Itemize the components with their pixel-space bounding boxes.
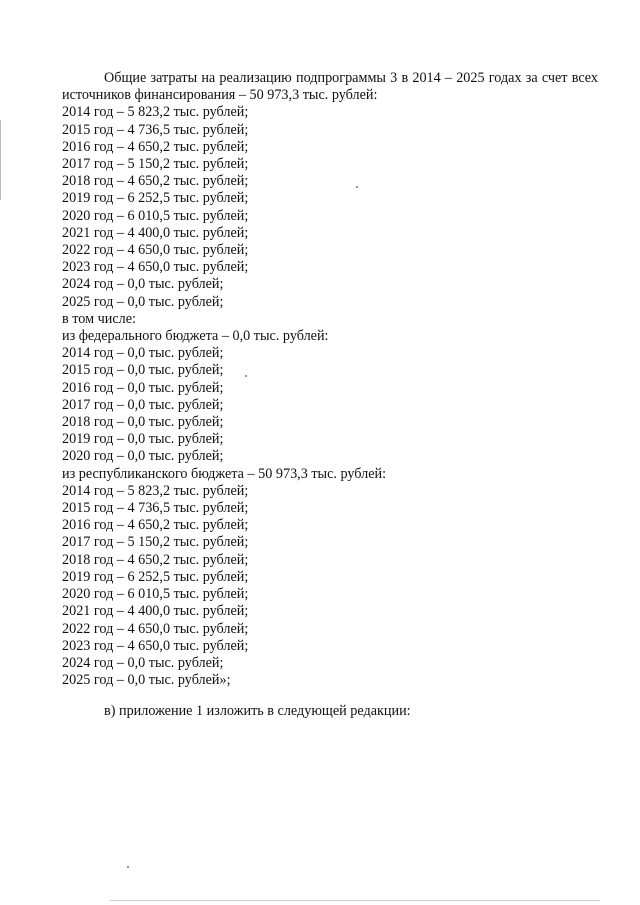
scan-edge-mark (0, 120, 1, 200)
amendment-paragraph: в) приложение 1 изложить в следующей редакции: (104, 703, 411, 720)
republican-year-line: 2020 год – 6 010,5 тыс. рублей; (62, 586, 249, 603)
republican-year-line: 2021 год – 4 400,0 тыс. рублей; (62, 603, 249, 620)
republican-budget-section (62, 466, 598, 690)
republican-year-line: 2017 год – 5 150,2 тыс. рублей; (62, 534, 249, 551)
republican-year-line: 2022 год – 4 650,0 тыс. рублей; (62, 620, 249, 637)
republican-year-line: 2019 год – 6 252,5 тыс. рублей; (62, 568, 249, 585)
federal-year-line: 2018 год – 0,0 тыс. рублей; (62, 414, 224, 431)
total-year-line: 2019 год – 6 252,5 тыс. рублей; (62, 190, 249, 207)
federal-year-line: 2019 год – 0,0 тыс. рублей; (62, 431, 224, 448)
total-year-line: 2015 год – 4 736,5 тыс. рублей; (62, 121, 249, 138)
republican-year-line: 2016 год – 4 650,2 тыс. рублей; (62, 517, 249, 534)
total-year-line: 2016 год – 4 650,2 тыс. рублей; (62, 138, 249, 155)
federal-budget-heading: из федерального бюджета – 0,0 тыс. рублей: (62, 328, 329, 345)
scan-speck (127, 866, 129, 868)
republican-year-line: 2024 год – 0,0 тыс. рублей; (62, 654, 224, 671)
republican-year-line: 2015 год – 4 736,5 тыс. рублей; (62, 500, 249, 517)
republican-year-line: 2014 год – 5 823,2 тыс. рублей; (62, 482, 249, 499)
federal-year-line: 2020 год – 0,0 тыс. рублей; (62, 448, 224, 465)
republican-year-line: 2018 год – 4 650,2 тыс. рублей; (62, 551, 249, 568)
federal-year-line: 2015 год – 0,0 тыс. рублей; (62, 362, 224, 379)
federal-year-line: 2017 год – 0,0 тыс. рублей; (62, 396, 224, 413)
total-year-line: 2022 год – 4 650,0 тыс. рублей; (62, 242, 249, 259)
total-year-line: 2017 год – 5 150,2 тыс. рублей; (62, 156, 249, 173)
total-year-line: 2014 год – 5 823,2 тыс. рублей; (62, 104, 249, 121)
republican-budget-heading: из республиканского бюджета – 50 973,3 тыс. рублей: (62, 465, 387, 482)
including-label: в том числе: (62, 310, 136, 327)
total-years-list (62, 104, 598, 310)
intro-paragraph: Общие затраты на реализацию подпрограммы 3 в 2014 – 2025 годах за счет всех источников финансирования – 50 973,3 тыс. рублей: (62, 70, 598, 104)
republican-year-line: 2023 год – 4 650,0 тыс. рублей; (62, 637, 249, 654)
document-body (62, 70, 598, 721)
total-year-line: 2025 год – 0,0 тыс. рублей; (62, 293, 224, 310)
total-year-line: 2024 год – 0,0 тыс. рублей; (62, 276, 224, 293)
total-year-line: 2021 год – 4 400,0 тыс. рублей; (62, 224, 249, 241)
total-year-line: 2020 год – 6 010,5 тыс. рублей; (62, 207, 249, 224)
republican-year-line: 2025 год – 0,0 тыс. рублей»; (62, 672, 231, 689)
total-year-line: 2023 год – 4 650,0 тыс. рублей; (62, 259, 249, 276)
scan-bottom-edge (110, 900, 600, 901)
federal-year-line: 2014 год – 0,0 тыс. рублей; (62, 345, 224, 362)
federal-budget-section (62, 328, 598, 466)
federal-year-line: 2016 год – 0,0 тыс. рублей; (62, 379, 224, 396)
total-year-line: 2018 год – 4 650,2 тыс. рублей; (62, 173, 249, 190)
